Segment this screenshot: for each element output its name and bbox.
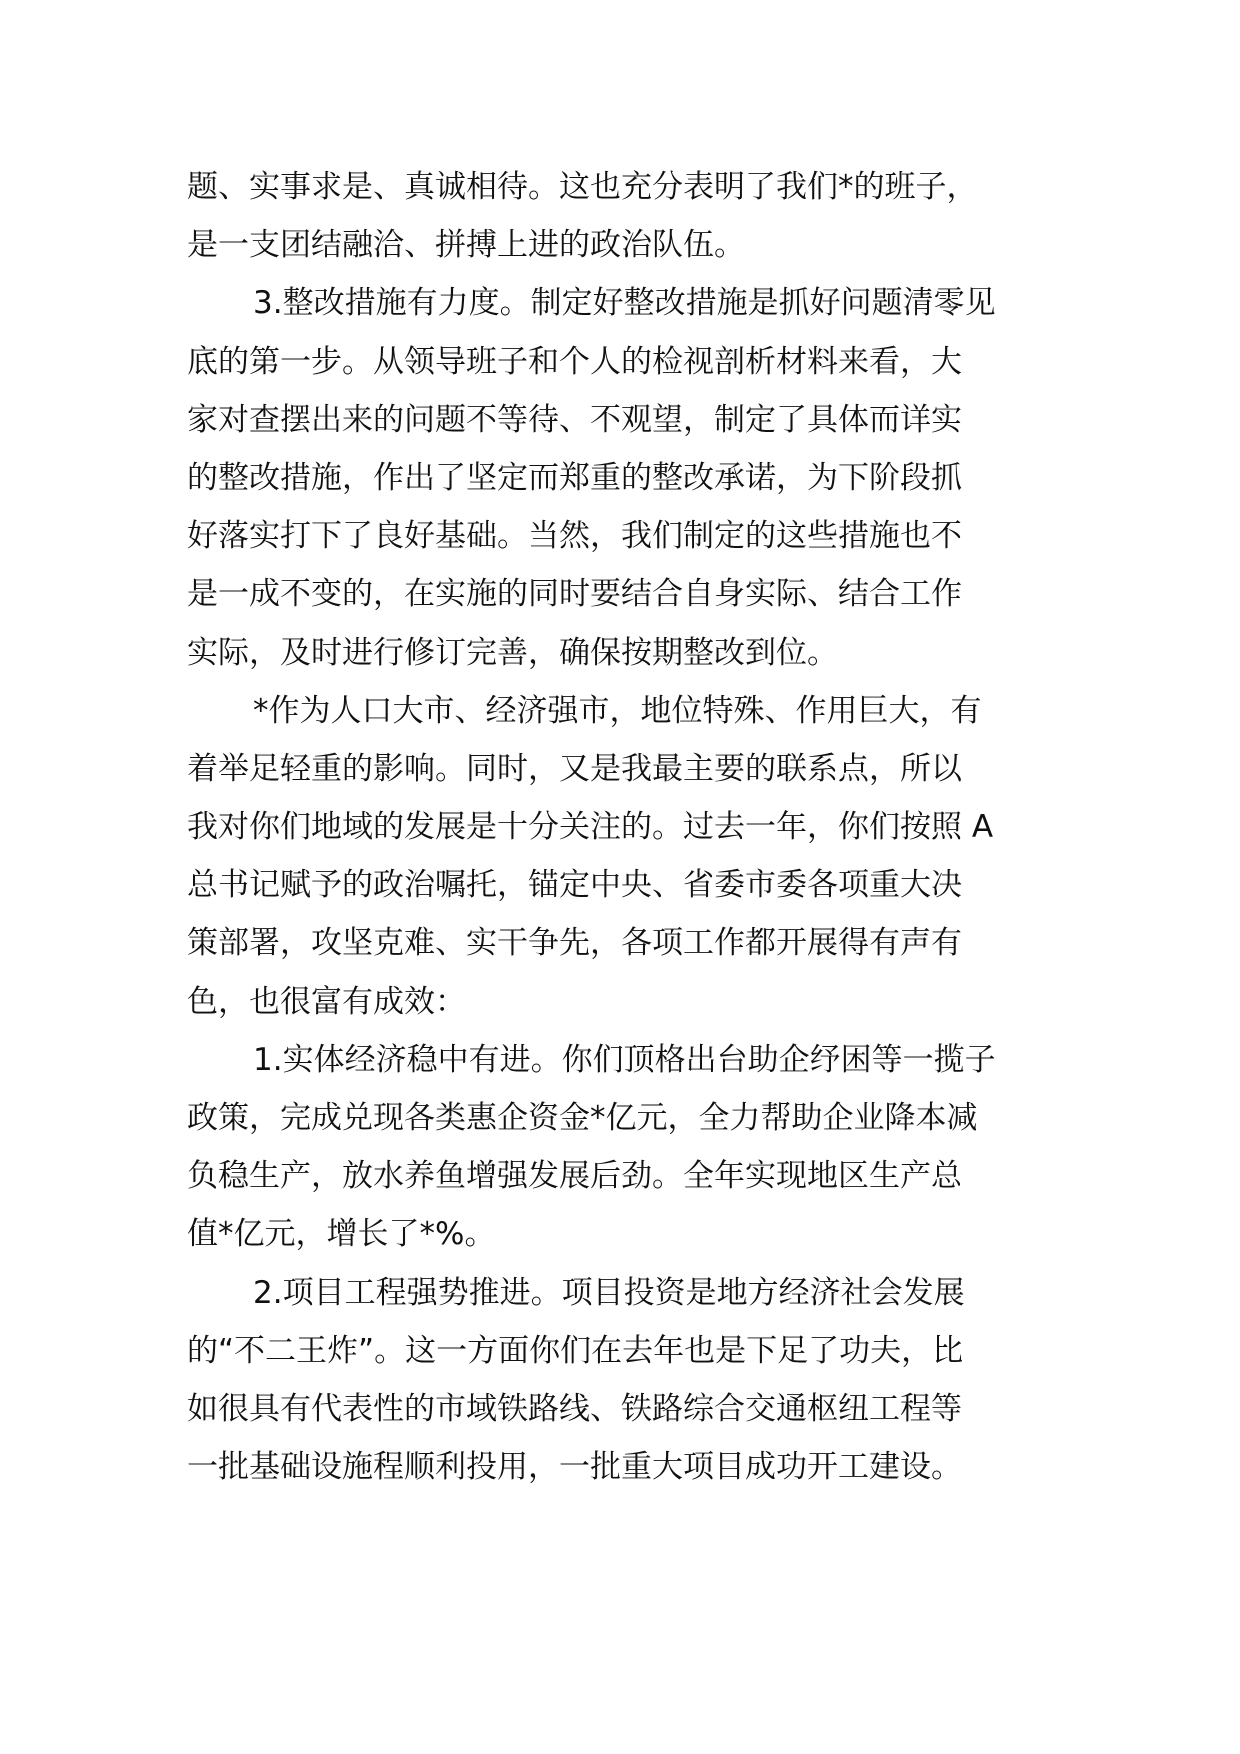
text-line: 一批基础设施程顺利投用，一批重大项目成功开工建设。 <box>187 1449 962 1486</box>
text-line: 是一成不变的，在实施的同时要结合自身实际、结合工作 <box>187 576 962 613</box>
text-line: 政策，完成兑现各类惠企资金*亿元，全力帮助企业降本减 <box>187 1100 978 1136</box>
text-line: 如很具有代表性的市域铁路线、铁路综合交通枢纽工程等 <box>187 1390 962 1427</box>
text-line: 总书记赋予的政治嘱托，锚定中央、省委市委各项重大决 <box>187 867 962 904</box>
text-line: 的“不二王炸”。这一方面你们在去年也是下足了功夫，比 <box>187 1332 964 1369</box>
text-line: 实际，及时进行修订完善，确保按期整改到位。 <box>187 634 838 671</box>
text-line: 着举足轻重的影响。同时，又是我最主要的联系点，所以 <box>187 750 962 787</box>
paragraph-start-line: 1.实体经济稳中有进。你们顶格出台助企纾困等一揽子 <box>253 1041 996 1078</box>
text-line: 策部署，攻坚克难、实干争先，各项工作都开展得有声有 <box>187 925 962 962</box>
text-line: 题、实事求是、真诚相待。这也充分表明了我们*的班子， <box>187 169 978 205</box>
text-line: 色，也很富有成效： <box>187 983 466 1020</box>
paragraph-start-line: 2.项目工程强势推进。项目投资是地方经济社会发展 <box>253 1274 965 1311</box>
paragraph-start-line: *作为人口大市、经济强市，地位特殊、作用巨大，有 <box>253 692 982 729</box>
text-line: 底的第一步。从领导班子和个人的检视剖析材料来看，大 <box>187 343 962 380</box>
paragraph-start-line: 3.整改措施有力度。制定好整改措施是抓好问题清零见 <box>253 285 996 322</box>
text-line: 家对查摆出来的问题不等待、不观望，制定了具体而详实 <box>187 401 962 438</box>
text-line: 好落实打下了良好基础。当然，我们制定的这些措施也不 <box>187 518 962 555</box>
text-line: 值*亿元，增长了*%。 <box>187 1216 496 1253</box>
text-line: 我对你们地域的发展是十分关注的。过去一年，你们按照 A <box>187 809 994 846</box>
text-line: 负稳生产，放水养鱼增强发展后劲。全年实现地区生产总 <box>187 1158 962 1195</box>
text-line: 的整改措施，作出了坚定而郑重的整改承诺，为下阶段抓 <box>187 459 962 496</box>
text-line: 是一支团结融洽、拼搏上进的政治队伍。 <box>187 227 745 264</box>
body-text <box>187 158 1067 1496</box>
